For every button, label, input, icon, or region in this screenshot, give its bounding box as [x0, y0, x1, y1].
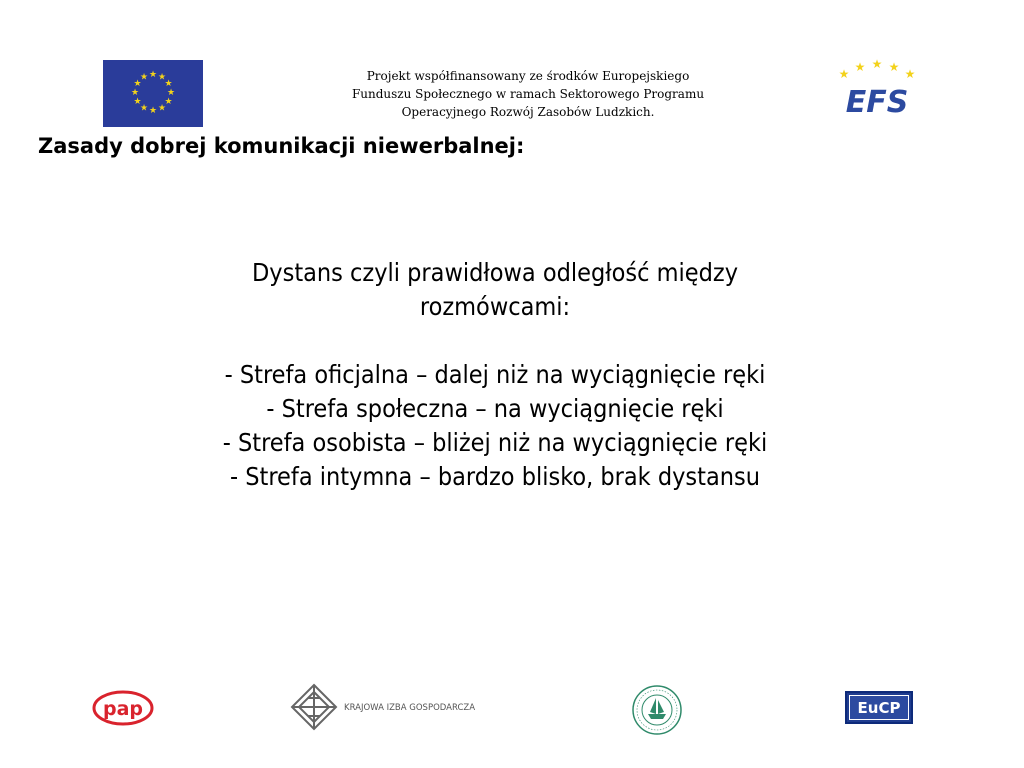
funding-line-2: Funduszu Społecznego w ramach Sektorowego Programu [351, 87, 705, 101]
svg-text:★: ★ [157, 72, 167, 83]
svg-text:★: ★ [904, 67, 916, 81]
slide-title: Zasady dobrej komunikacji niewerbalnej: [38, 134, 525, 158]
funding-line-1: Projekt współfinansowany ze środków Europejskiego [366, 69, 690, 83]
svg-text:★: ★ [164, 97, 173, 107]
svg-text:★: ★ [166, 88, 176, 98]
sgh-seal-logo [631, 684, 683, 736]
svg-text:★: ★ [139, 72, 149, 83]
kig-logo-text: KRAJOWA IZBA GOSPODARCZA [344, 703, 476, 713]
zone-item-official: - Strefa oficjalna – dalej niż na wyciągnięcie ręki [224, 360, 766, 389]
svg-text:★: ★ [157, 103, 167, 114]
zone-item-intimate: - Strefa intymna – bardzo blisko, brak dystansu [230, 462, 760, 491]
svg-text:★: ★ [148, 106, 158, 116]
kig-logo [288, 682, 498, 732]
project-funding-note [300, 67, 756, 121]
pap-logo [92, 690, 154, 726]
efs-logo-text: EFS [845, 85, 909, 120]
svg-text:★: ★ [888, 60, 900, 74]
svg-text:★: ★ [139, 103, 149, 114]
svg-text:★: ★ [838, 67, 850, 81]
svg-text:★: ★ [133, 79, 142, 89]
svg-text:★: ★ [854, 60, 866, 74]
eu-flag-logo [103, 60, 203, 127]
eucp-logo-text: EuCP [849, 695, 909, 720]
main-content [95, 256, 895, 494]
spacer [95, 324, 895, 358]
efs-stars-icon [832, 58, 922, 120]
eu-stars-icon [103, 60, 203, 127]
pap-logo-text: pap [102, 698, 144, 720]
kig-emblem-icon [292, 685, 336, 729]
svg-text:★: ★ [133, 97, 142, 107]
eucp-logo [845, 691, 913, 724]
intro-line-2: rozmówcami: [419, 292, 571, 321]
svg-text:★: ★ [164, 79, 173, 89]
efs-logo [832, 58, 922, 120]
svg-text:★: ★ [871, 58, 883, 71]
intro-line-1: Dystans czyli prawidłowa odległość między [251, 258, 739, 287]
svg-text:★: ★ [130, 88, 140, 98]
zone-item-personal: - Strefa osobista – bliżej niż na wyciągnięcie ręki [222, 428, 768, 457]
zone-item-social: - Strefa społeczna – na wyciągnięcie ręki [266, 394, 724, 423]
svg-text:★: ★ [148, 70, 158, 80]
funding-line-3: Operacyjnego Rozwój Zasobów Ludzkich. [401, 105, 655, 119]
